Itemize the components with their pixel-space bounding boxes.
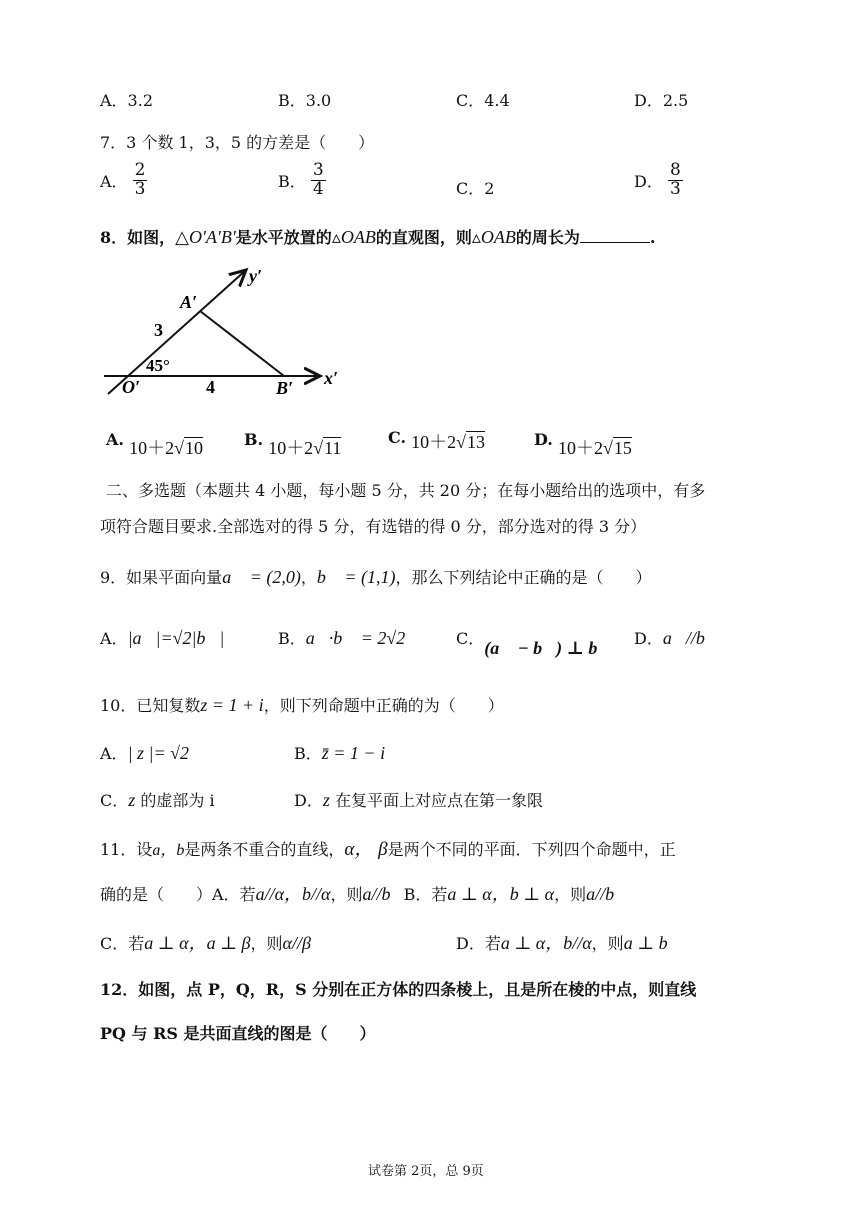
q7-option-d	[634, 162, 683, 199]
label-o-prime: O′	[122, 377, 141, 397]
numerator: 2	[134, 160, 146, 180]
q10-option-b: B．z̄ = 1 − i	[294, 743, 386, 763]
q9-vector-a: a⃗ = (2,0)	[222, 567, 301, 587]
q11-option-c: C．若a ⊥ α，a ⊥ β，则α//β	[100, 933, 311, 953]
q10-option-d: D．z 在复平面上对应点在第一象限	[294, 790, 543, 810]
q8-stem-a: 8．如图，	[100, 228, 176, 247]
q8-b-label: B.	[244, 430, 264, 449]
answer-blank	[580, 228, 650, 243]
q8-triangle-oab-2: ▵OAB	[471, 227, 516, 247]
q10-a-expr: | z |= √2	[127, 743, 189, 763]
q7-b-fraction	[311, 162, 326, 199]
q10-option-a: A．| z |= √2	[100, 743, 189, 763]
q7-option-a	[100, 162, 147, 199]
q8-stem-b: 是水平放置的	[235, 228, 332, 247]
q8-stem	[100, 225, 655, 248]
q6-option-a: A．3.2	[100, 91, 154, 110]
q9-d-expr: a⃗//b⃗	[662, 628, 719, 648]
q9-b-expr: a⃗·b⃗ = 2√2	[305, 628, 406, 648]
q8-option-a	[106, 430, 203, 456]
q7-a-label: A．	[100, 171, 128, 191]
q9-vector-b: b⃗ = (1,1)	[316, 567, 396, 587]
label-y-axis: y′	[249, 266, 263, 286]
q8-d-label: D.	[534, 430, 553, 449]
page-footer: 试卷第 2页，总 9页	[368, 1164, 484, 1179]
section-2-line-1: 二、多选题（本题共 4 小题，每小题 5 分，共 20 分；在每小题给出的选项中，有多	[106, 481, 706, 500]
q8-stem-end: .	[649, 228, 656, 247]
q12-line-1: 12．如图，点 P，Q，R，S 分别在正方体的四条棱上，且是所在棱的中点，则直线	[100, 980, 697, 999]
q9-option-d: D．a⃗//b⃗	[634, 628, 719, 648]
label-x-axis: x′	[324, 368, 339, 388]
label-side-4: 4	[206, 377, 215, 397]
q6-option-d: D．2.5	[634, 91, 689, 110]
q7-d-fraction	[668, 162, 683, 199]
q10-stem: 10．已知复数z = 1 + i，则下列命题中正确的为（ ）	[100, 695, 504, 715]
segment-a-b	[200, 311, 284, 376]
q9-c-expr: (a⃗ − b⃗) ⊥ b⃗	[484, 638, 612, 658]
q8-triangle-prime: △O′A′B′	[175, 227, 236, 247]
q8-triangle-oab: ▵OAB	[331, 227, 376, 247]
q8-stem-c: 的直观图，则	[375, 228, 472, 247]
section-2-line-2: 项符合题目要求.全部选对的得 5 分，有选错的得 0 分，部分选对的得 3 分）	[100, 517, 647, 536]
label-a-prime: A′	[180, 292, 198, 312]
q8-a-expr: 10＋2√10	[129, 438, 203, 458]
q9-stem: 9．如果平面向量a⃗ = (2,0)，b⃗ = (1,1)，那么下列结论中正确的是（ ）	[100, 567, 652, 587]
label-side-3: 3	[154, 320, 163, 340]
denominator: 4	[312, 178, 324, 199]
q11-line-1: 11．设a，b是两条不重合的直线，α， β是两个不同的平面．下列四个命题中，正	[100, 839, 676, 860]
numerator: 3	[312, 160, 324, 180]
q8-option-d	[534, 430, 632, 456]
q8-a-label: A.	[106, 430, 124, 449]
q8-figure	[98, 262, 358, 412]
q7-option-c: C．2	[456, 179, 495, 198]
q8-option-b	[244, 430, 341, 456]
q6-option-c: C．4.4	[456, 91, 510, 110]
q7-d-label: D．	[634, 171, 663, 191]
denominator: 3	[669, 178, 681, 199]
q7-a-fraction	[133, 162, 148, 199]
q8-c-expr: 10＋2√13	[411, 432, 486, 452]
q12-line-2: PQ 与 RS 是共面直线的图是（ ）	[100, 1024, 376, 1043]
q7-stem: 7．3 个数 1，3，5 的方差是（ ）	[100, 133, 375, 152]
q9-option-b: B．a⃗·b⃗ = 2√2	[278, 628, 406, 648]
label-b-prime: B′	[276, 378, 294, 398]
q10-z-expr: z = 1 + i	[200, 695, 264, 715]
q9-option-a: A．|a⃗|=√2|b⃗|	[100, 628, 225, 648]
q7-option-b	[278, 162, 326, 199]
label-angle: 45°	[146, 356, 170, 375]
q7-b-label: B．	[278, 171, 306, 191]
q10-b-expr: z̄ = 1 − i	[321, 743, 386, 763]
q9-option-c: C．(a⃗ − b⃗) ⊥ b⃗	[456, 629, 612, 658]
q11-option-d: D．若a ⊥ α，b//α，则a ⊥ b	[456, 933, 668, 953]
q8-b-expr: 10＋2√11	[268, 438, 342, 458]
q8-option-c	[388, 428, 485, 454]
denominator: 3	[134, 178, 146, 199]
q6-option-b: B．3.0	[278, 91, 332, 110]
q8-c-label: C.	[388, 428, 407, 447]
q10-option-c: C．z 的虚部为 i	[100, 790, 215, 810]
q9-a-expr: |a⃗|=√2|b⃗|	[127, 628, 225, 648]
q8-d-expr: 10＋2√15	[557, 438, 632, 458]
q11-line-2: 确的是（ ）A．若a//α，b//α，则a//b B．若a ⊥ α，b ⊥ α，则a//b	[100, 884, 615, 904]
q8-stem-d: 的周长为	[515, 228, 580, 247]
numerator: 8	[669, 160, 681, 180]
